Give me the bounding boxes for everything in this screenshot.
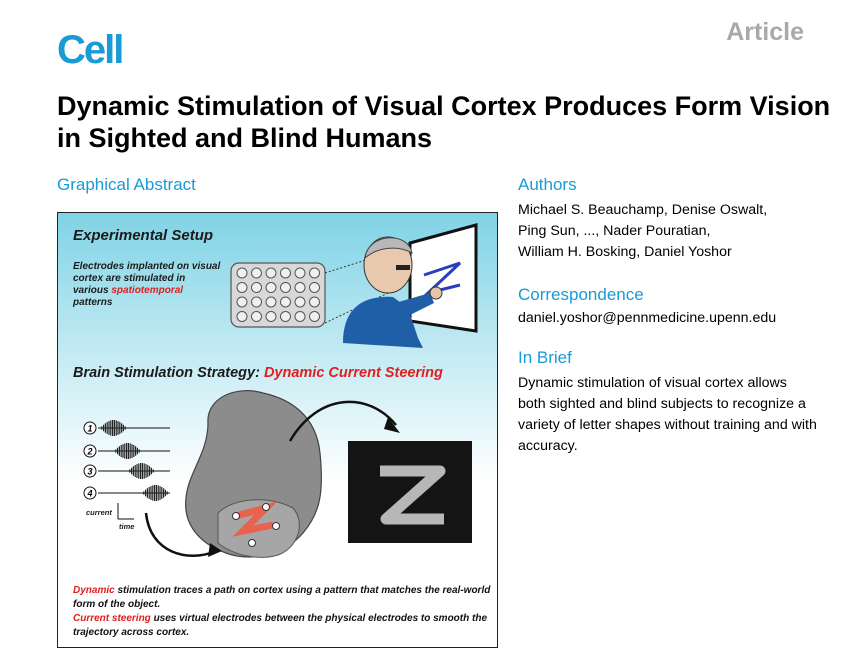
- stimulation-waveforms: [98, 420, 170, 501]
- percept-letter-z: [348, 441, 472, 543]
- correspondence-email[interactable]: daniel.yoshor@pennmedicine.upenn.edu: [518, 310, 777, 326]
- electrode-dot: [252, 268, 262, 278]
- electrode-grid: [231, 263, 325, 327]
- electrode-dot: [281, 297, 291, 307]
- electrode-dot: [266, 283, 276, 293]
- electrode-dot: [310, 283, 320, 293]
- electrode-dot: [295, 297, 305, 307]
- brain-illustration: [186, 391, 322, 558]
- strategy-title: Brain Stimulation Strategy: Dynamic Current Steering: [73, 365, 443, 381]
- electrode-dot: [295, 283, 305, 293]
- electrode-dot: [310, 312, 320, 322]
- electrode-dot: [237, 268, 247, 278]
- electrode-dot: [252, 297, 262, 307]
- electrode-dot: [295, 268, 305, 278]
- article-title: Dynamic Stimulation of Visual Cortex Produces Form Vision in Sighted and Blind Humans: [57, 91, 831, 153]
- electrode-dot: [237, 283, 247, 293]
- electrode-dot: [237, 312, 247, 322]
- channel-number: 3: [87, 466, 93, 477]
- channel-number: 2: [87, 446, 93, 457]
- electrode-dot: [252, 283, 262, 293]
- setup-description: Electrodes implanted on visual cortex are stimulated in various spatiotemporal patterns: [73, 261, 221, 308]
- electrode-dot: [281, 283, 291, 293]
- electrode-dot: [237, 297, 247, 307]
- electrode-dot: [310, 297, 320, 307]
- electrode-dot: [295, 312, 305, 322]
- in-brief-heading: In Brief: [518, 348, 572, 367]
- setup-title: Experimental Setup: [73, 227, 214, 244]
- electrode-dot: [281, 312, 291, 322]
- time-axis-label: time: [119, 522, 135, 531]
- graphical-abstract-figure: [57, 212, 498, 648]
- electrode-dot: [281, 268, 291, 278]
- electrode-dot: [310, 268, 320, 278]
- in-brief-text: Dynamic stimulation of visual cortex allows both sighted and blind subjects to recognize a variety of letter shapes without training and with accuracy.: [518, 375, 817, 454]
- authors-heading: Authors: [518, 175, 577, 194]
- channel-number: 1: [87, 423, 93, 434]
- electrode-dot: [266, 297, 276, 307]
- electrode-dot: [252, 312, 262, 322]
- electrode-dot: [266, 268, 276, 278]
- channel-number: 4: [87, 488, 93, 499]
- current-axis-label: current: [86, 508, 112, 517]
- article-type-label: Article: [726, 18, 804, 46]
- journal-logo: Cell: [57, 28, 123, 72]
- graphical-abstract-caption: Dynamic stimulation traces a path on cortex using a pattern that matches the real-world form of the object. Current steering uses virtual electrodes between the physical electrodes to smooth the trajectory across cortex.: [73, 585, 491, 638]
- electrode-dot: [266, 312, 276, 322]
- monitor-icon: [410, 225, 476, 331]
- correspondence-heading: Correspondence: [518, 285, 644, 304]
- graphical-abstract-heading: Graphical Abstract: [57, 175, 196, 194]
- authors-list: Michael S. Beauchamp, Denise Oswalt, Ping Sun, ..., Nader Pouratian, William H. Bosking, Daniel Yoshor: [518, 202, 768, 260]
